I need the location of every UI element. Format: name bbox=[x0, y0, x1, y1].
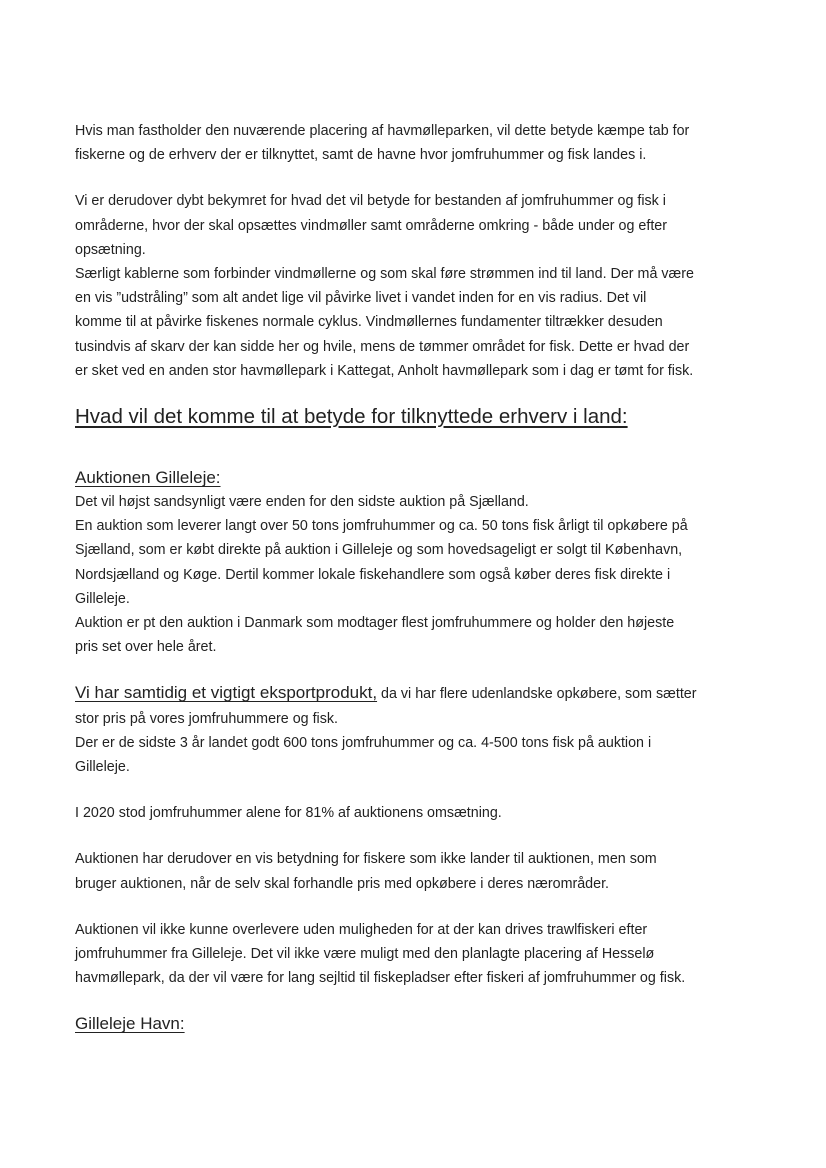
heading-main: Hvad vil det komme til at betyde for tilknyttede erhverv i land: bbox=[75, 405, 628, 429]
text-line: En auktion som leverer langt over 50 tons jomfruhummer og ca. 50 tons fisk årligt til opkøbere på bbox=[75, 518, 688, 535]
text-line: komme til at påvirke fiskenes normale cyklus. Vindmøllernes fundamenter tiltrækker desuden bbox=[75, 314, 663, 331]
paragraph-concern bbox=[75, 189, 755, 262]
text-line: tusindvis af skarv der kan sidde her og hvile, mens de tømmer området for fisk. Dette er hvad der bbox=[75, 338, 690, 355]
text-line: Auktionen vil ikke kunne overlevere uden muligheden for at der kan drives trawlfiskeri efter bbox=[75, 921, 648, 938]
text-line: pris set over hele året. bbox=[75, 639, 217, 656]
text-line: Nordsjælland og Køge. Dertil kommer lokale fiskehandlere som også køber deres fisk direkte i bbox=[75, 566, 671, 583]
text-line: Sjælland, som er købt direkte på auktion i Gilleleje og som hovedsageligt er solgt til København, bbox=[75, 542, 683, 559]
export-heading: Vi har samtidig et vigtigt eksportprodukt, bbox=[75, 683, 378, 703]
text-line: stor pris på vores jomfruhummere og fisk. bbox=[75, 710, 338, 727]
text-line: en vis ”udstråling” som alt andet lige vil påvirke livet i vandet inden for en vis radius. Det vil bbox=[75, 290, 647, 307]
text-line: bruger auktionen, når de selv skal forhandle pris med opkøbere i deres nærområder. bbox=[75, 875, 610, 892]
text-line: områderne, hvor der skal opsættes vindmøller samt områderne omkring - både under og efter bbox=[75, 217, 668, 234]
paragraph-2020: I 2020 stod jomfruhummer alene for 81% af auktionens omsætning. bbox=[75, 805, 502, 822]
text-line: Det vil højst sandsynligt være enden for den sidste auktion på Sjælland. bbox=[75, 494, 529, 511]
text-line: fiskerne og de erhverv der er tilknyttet, samt de havne hvor jomfruhummer og fisk landes i. bbox=[75, 147, 647, 164]
heading-harbour: Gilleleje Havn: bbox=[75, 1014, 185, 1034]
text-line: Særligt kablerne som forbinder vindmøllerne og som skal føre strømmen ind til land. Der må være bbox=[75, 266, 694, 283]
paragraph-significance bbox=[75, 847, 755, 895]
text-line: havmøllepark, da der vil være for lang sejltid til fiskepladser efter fiskeri af jomfruhummer og fisk. bbox=[75, 970, 686, 987]
text-line: Auktion er pt den auktion i Danmark som modtager flest jomfruhummere og holder den højeste bbox=[75, 615, 675, 632]
text-line: Auktionen har derudover en vis betydning for fiskere som ikke lander til auktionen, men som bbox=[75, 851, 657, 868]
text-line: Vi er derudover dybt bekymret for hvad det vil betyde for bestanden af jomfruhummer og fisk i bbox=[75, 193, 666, 210]
paragraph-export bbox=[75, 681, 755, 779]
text-line bbox=[75, 681, 755, 706]
text-line: jomfruhummer fra Gilleleje. Det vil ikke være muligt med den planlagte placering af Hesselø bbox=[75, 946, 655, 963]
text-line: Hvis man fastholder den nuværende placering af havmølleparken, vil dette betyde kæmpe tab for bbox=[75, 123, 690, 139]
document-body bbox=[75, 119, 755, 1036]
paragraph-intro bbox=[75, 119, 755, 167]
heading-auction: Auktionen Gilleleje: bbox=[75, 468, 221, 488]
paragraph-auction bbox=[75, 490, 755, 659]
paragraph-survive bbox=[75, 918, 755, 991]
text-line: er sket ved en anden stor havmøllepark i Kattegat, Anholt havmøllepark som i dag er tømt for fisk. bbox=[75, 362, 694, 379]
text-line: opsætning. bbox=[75, 241, 146, 258]
text-line: Gilleleje. bbox=[75, 759, 130, 776]
text-line: Gilleleje. bbox=[75, 590, 130, 607]
export-line-rest: da vi har flere udenlandske opkøbere, som sætter bbox=[377, 686, 697, 703]
paragraph-cables bbox=[75, 262, 755, 383]
text-line: Der er de sidste 3 år landet godt 600 tons jomfruhummer og ca. 4-500 tons fisk på auktion i bbox=[75, 734, 652, 751]
